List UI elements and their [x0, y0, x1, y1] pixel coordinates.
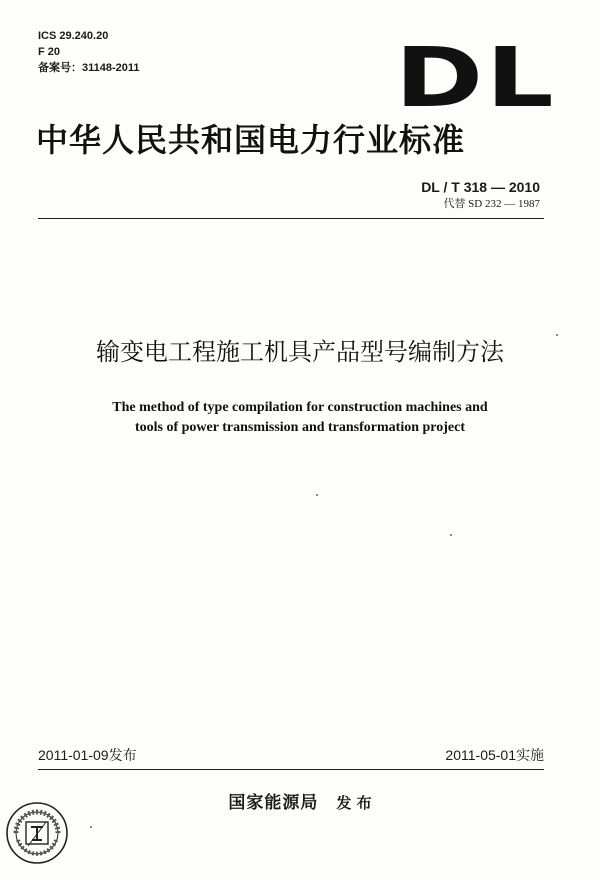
bottom-divider: [38, 769, 544, 770]
scan-speck: [450, 534, 452, 536]
issuer-action: 发 布: [336, 794, 372, 812]
document-title-english: [0, 398, 600, 438]
english-title-line-1: The method of type compilation for construction machines and: [112, 400, 488, 415]
document-title-chinese: 输变电工程施工机具产品型号编制方法: [96, 338, 504, 366]
issuer-name: 国家能源局: [228, 793, 319, 813]
registration-number: 备案号：31148-2011: [38, 62, 140, 74]
implementation-date: 2011-05-01实施: [445, 747, 544, 763]
issuer: [0, 795, 600, 812]
replaced-standard: 代替 SD 232 — 1987: [443, 198, 540, 210]
dl-logo: DL: [394, 31, 556, 126]
scan-speck: [556, 334, 558, 336]
english-title-line-2: tools of power transmission and transformation project: [134, 420, 466, 435]
china-electric-power-press-stamp-icon: [4, 800, 70, 866]
publish-date: 2011-01-09发布: [38, 747, 137, 763]
standard-title: 中华人民共和国电力行业标准: [36, 121, 466, 159]
scan-speck: [316, 494, 318, 496]
top-divider: [38, 218, 544, 219]
scan-speck: [90, 826, 92, 828]
standard-number: DL / T 318 — 2010: [421, 179, 540, 195]
ics-code: ICS 29.240.20: [38, 30, 109, 42]
classification-code: F 20: [38, 46, 61, 58]
